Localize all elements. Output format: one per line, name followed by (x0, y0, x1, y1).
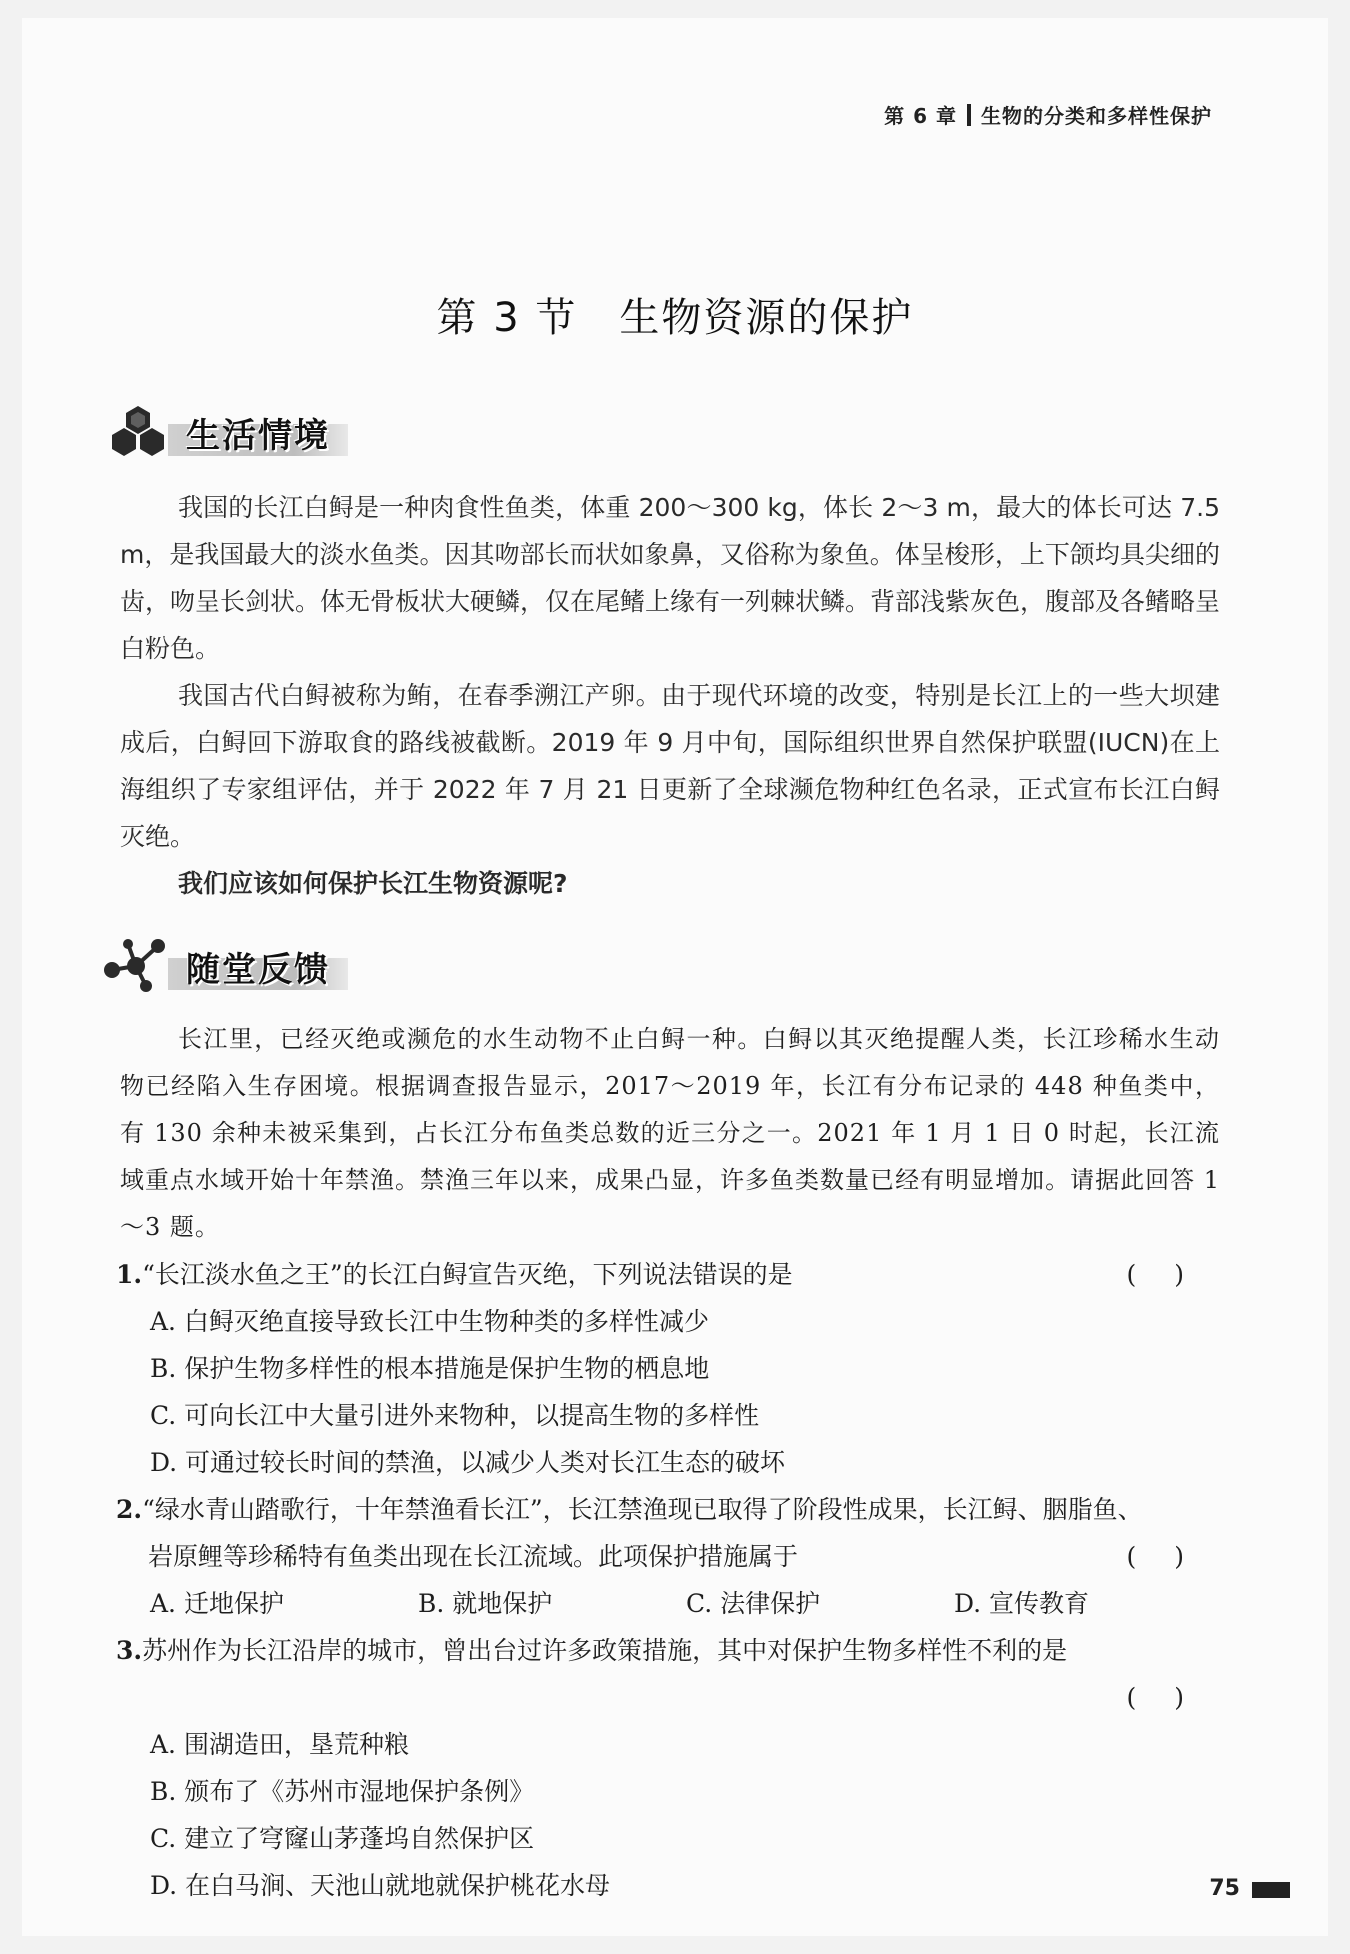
molecule-icon (98, 936, 178, 992)
section-heading-label: 生活情境 (186, 416, 330, 456)
question-3 (116, 1627, 1222, 1909)
option-b: B. 保护生物多样性的根本措施是保护生物的栖息地 (150, 1354, 710, 1383)
option-c: C. 法律保护 (686, 1589, 821, 1618)
option-d: D. 可通过较长时间的禁渔，以减少人类对长江生态的破坏 (150, 1448, 786, 1477)
question-stem: “长江淡水鱼之王”的长江白鲟宣告灭绝，下列说法错误的是 (142, 1260, 793, 1289)
question-stem-continued: 岩原鲤等珍稀特有鱼类出现在长江流域。此项保护措施属于 (148, 1542, 799, 1571)
question-2 (116, 1486, 1222, 1627)
section-heading-feedback (98, 936, 358, 992)
chapter-number: 第 6 章 (884, 104, 957, 128)
option-c: C. 可向长江中大量引进外来物种，以提高生物的多样性 (150, 1401, 760, 1430)
option-a: A. 围湖造田，垦荒种粮 (150, 1730, 409, 1759)
page-number-bar (1252, 1882, 1290, 1898)
question-1 (116, 1251, 1222, 1486)
hexagon-cluster-icon (98, 402, 178, 458)
option-a: A. 迁地保护 (150, 1589, 284, 1618)
option-c: C. 建立了穹窿山茅蓬坞自然保护区 (150, 1824, 535, 1853)
section-heading-life-context (98, 402, 358, 458)
question-number: 3. (116, 1636, 143, 1665)
section-heading-label: 随堂反馈 (186, 950, 330, 990)
question-number: 1. (116, 1260, 143, 1289)
option-b: B. 就地保护 (418, 1589, 553, 1618)
running-header (884, 100, 1212, 129)
option-d: D. 在白马涧、天池山就地就保护桃花水母 (150, 1871, 611, 1900)
question-list (116, 1251, 1222, 1909)
chapter-title: 生物的分类和多样性保护 (981, 104, 1212, 128)
options-grid (116, 1721, 1222, 1909)
options-row (116, 1580, 1222, 1627)
paragraph: 我国古代白鲟被称为鲔，在春季溯江产卵。由于现代环境的改变，特别是长江上的一些大坝建成后，白鲟回下游取食的路线被截断。2019 年 9 月中旬，国际组织世界自然保护联盟(IUCN)在上海组织了专家组评估，并于 2022 年 7 月 21 日更新了全球濒危物种红色名录，正式宣布长江白鲟灭绝。 (120, 681, 1220, 851)
question-number: 2. (116, 1495, 143, 1524)
question-stem: 苏州作为长江沿岸的城市，曾出台过许多政策措施，其中对保护生物多样性不利的是 (142, 1636, 1068, 1665)
feedback-intro (120, 1016, 1220, 1251)
question-stem: “绿水青山踏歌行，十年禁渔看长江”，长江禁渔现已取得了阶段性成果，长江鲟、胭脂鱼、 (142, 1495, 1143, 1524)
answer-blank: () (1126, 1542, 1222, 1571)
option-d: D. 宣传教育 (954, 1589, 1090, 1618)
option-b: B. 颁布了《苏州市湿地保护条例》 (150, 1777, 535, 1806)
paragraph: 我国的长江白鲟是一种肉食性鱼类，体重 200～300 kg，体长 2～3 m，最大的体长可达 7.5 m，是我国最大的淡水鱼类。因其吻部长而状如象鼻，又俗称为象鱼。体呈梭形，上下颌均具尖细的齿，吻呈长剑状。体无骨板状大硬鳞，仅在尾鳍上缘有一列棘状鳞。背部浅紫灰色，腹部及各鳍略呈白粉色。 (120, 493, 1221, 663)
life-context-text (120, 484, 1220, 907)
section-title: 第 3 节 生物资源的保护 (436, 295, 914, 341)
option-a: A. 白鲟灭绝直接导致长江中生物种类的多样性减少 (150, 1307, 709, 1336)
paragraph: 长江里，已经灭绝或濒危的水生动物不止白鲟一种。白鲟以其灭绝提醒人类，长江珍稀水生动物已经陷入生存困境。根据调查报告显示，2017～2019 年，长江有分布记录的 448 种鱼类中，有 130 余种未被采集到，占长江分布鱼类总数的近三分之一。2021 年 1 月 1 日 0 时起，长江流域重点水域开始十年禁渔。禁渔三年以来，成果凸显，许多鱼类数量已经有明显增加。请据此回答 1～3 题。 (120, 1025, 1220, 1241)
answer-blank: () (1126, 1260, 1222, 1289)
header-separator (967, 104, 971, 126)
answer-blank: () (1126, 1683, 1222, 1712)
page-number: 75 (1209, 1876, 1240, 1901)
guiding-question: 我们应该如何保护长江生物资源呢? (178, 869, 568, 898)
